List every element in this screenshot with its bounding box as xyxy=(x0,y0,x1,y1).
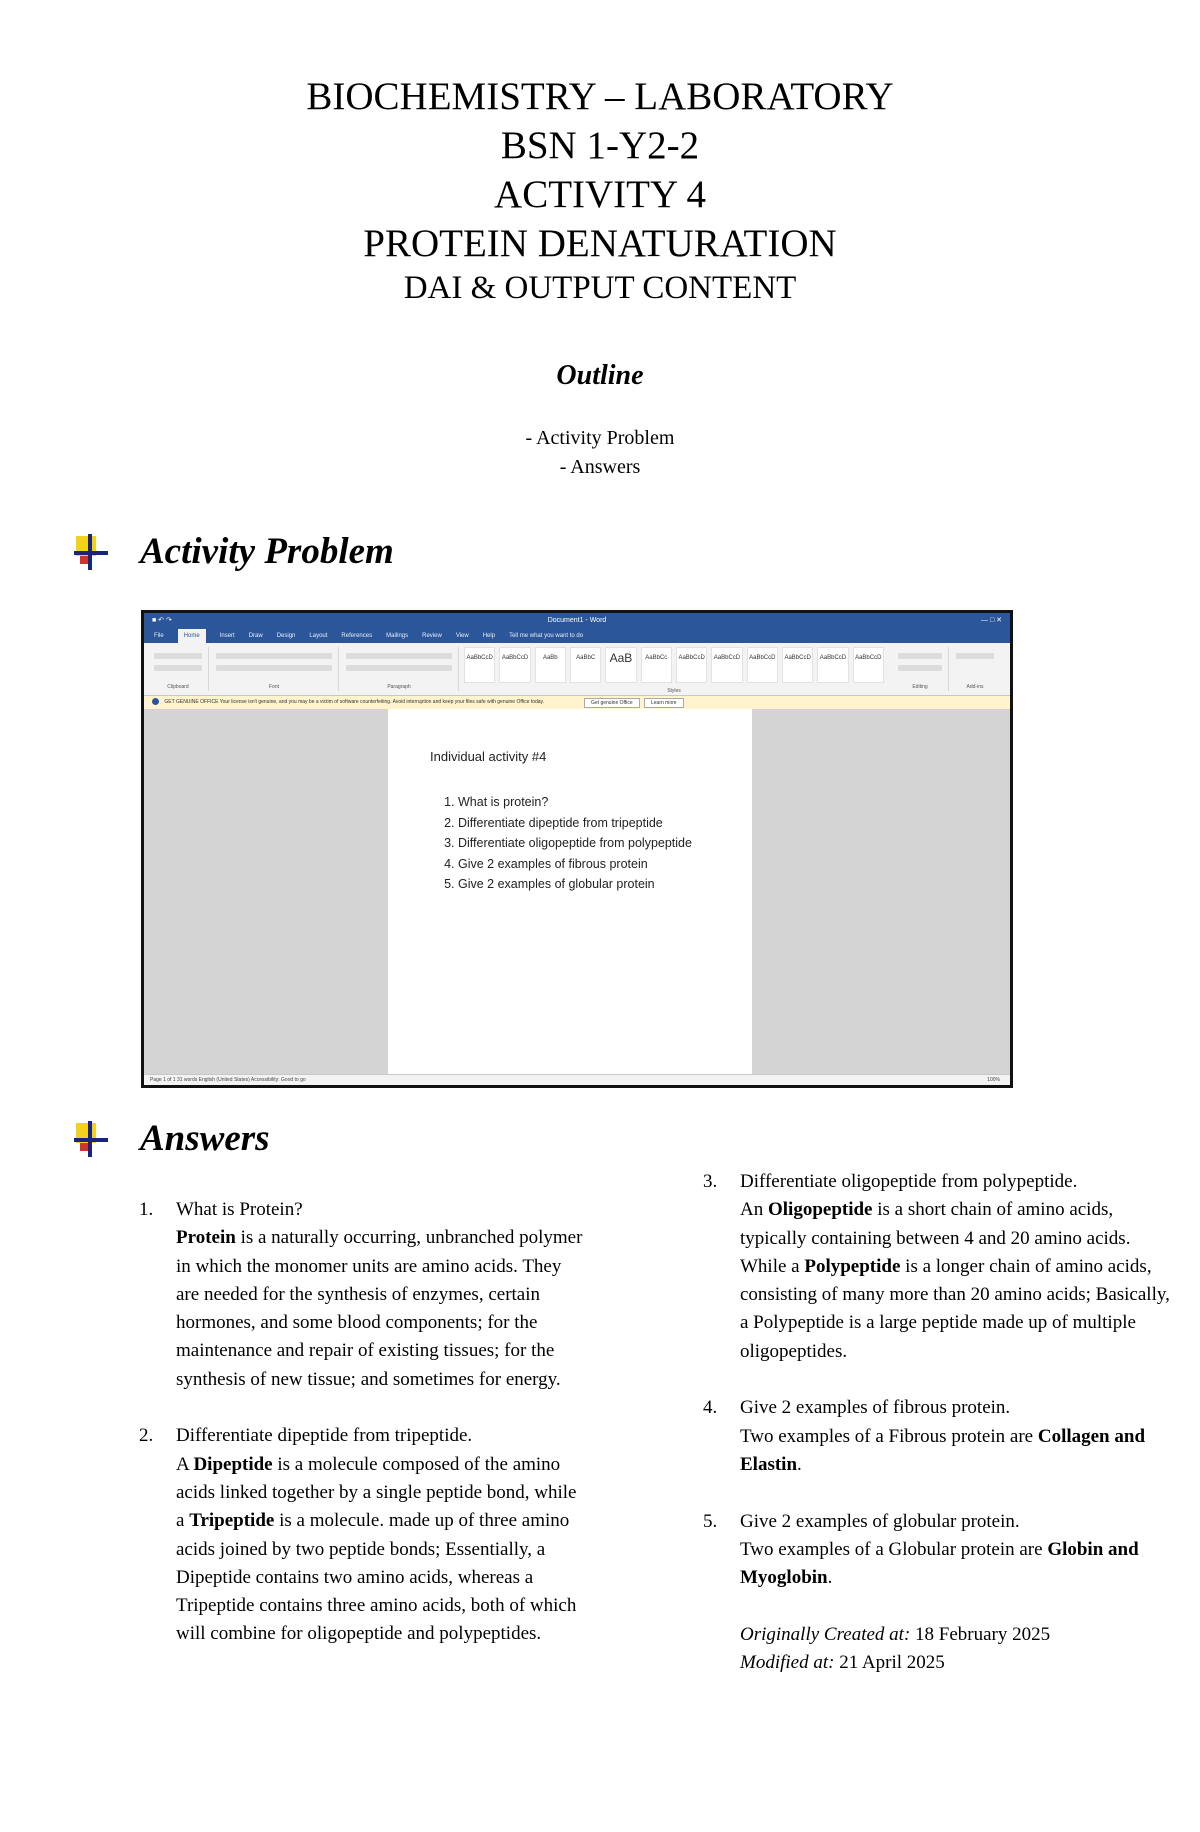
ribbon-group-editing: Editing xyxy=(892,647,949,691)
quick-access-icons: ■ ↶ ↷ xyxy=(152,617,172,624)
doc-question: 3. Differentiate oligopeptide from polypeptide xyxy=(458,833,738,854)
styles-label: Styles xyxy=(667,688,681,694)
ribbon-group-paragraph: Paragraph xyxy=(340,647,459,691)
doc-title: Individual activity #4 xyxy=(430,749,547,764)
answer-question: Differentiate dipeptide from tripeptide. xyxy=(176,1425,473,1447)
ribbon xyxy=(144,643,1010,696)
tab-design: Design xyxy=(276,633,296,639)
tab-mailings: Mailings xyxy=(386,633,409,639)
section-heading: Activity Problem xyxy=(140,531,394,572)
outline-title: Outline xyxy=(556,360,644,391)
word-screenshot xyxy=(141,610,1013,1088)
tab-layout: Layout xyxy=(309,633,328,639)
doc-question-list xyxy=(426,792,738,895)
created-date: Originally Created at: 18 February 2025 xyxy=(740,1623,1051,1645)
tab-review: Review xyxy=(422,633,442,639)
answer-body: Protein is a naturally occurring, unbranched polymer in which the monomer units are amino acids. They are needed for the synthesis of enzymes, certain hormones, and some blood components; for the maintenance and repair of existing tissues; for the synthesis of new tissue; and sometimes for energy. xyxy=(176,1227,583,1390)
answer-item: 1. What is Protein? Protein is a naturally occurring, unbranched polymer in which the monomer units are amino acids. They are needed for the synthesis of enzymes, certain hormones, and some blood components; for the maintenance and repair of existing tissues; for the synthesis of new tissue; and sometimes for energy. xyxy=(139,1196,589,1394)
answer-item: 2. Differentiate dipeptide from tripeptide. A Dipeptide is a molecule composed of the amino acids linked together by a single peptide bond, while a Tripeptide is a molecule. made up of three amino acids joined by two peptide bonds; Essentially, a Dipeptide contains two amino acids, whereas a Tripeptide contains three amino acids, both of which will combine for oligopeptide and polypeptides. xyxy=(139,1422,589,1648)
section-code: BSN 1-Y2-2 xyxy=(500,124,700,167)
answers-right-column xyxy=(703,1168,1173,1677)
outline-list xyxy=(0,424,1200,482)
content-type: DAI & OUTPUT CONTENT xyxy=(403,270,797,306)
answer-body: Two examples of a Fibrous protein are Collagen and Elastin. xyxy=(740,1425,1146,1475)
section-answers xyxy=(72,1117,270,1160)
answer-question: What is Protein? xyxy=(176,1199,303,1220)
tab-insert: Insert xyxy=(219,633,235,639)
doc-question: 4. Give 2 examples of fibrous protein xyxy=(458,854,738,875)
word-title-bar xyxy=(144,613,1010,629)
outline-item: - Answers xyxy=(559,456,641,478)
document-dates xyxy=(703,1621,1173,1678)
course-title: BIOCHEMISTRY – LABORATORY xyxy=(306,75,894,118)
answer-question: Give 2 examples of globular protein. xyxy=(740,1510,1020,1532)
tab-home: Home xyxy=(178,629,206,643)
answer-item: 5. Give 2 examples of globular protein. Two examples of a Globular protein are Globin and Myoglobin. xyxy=(703,1508,1173,1593)
cross-bullet-icon xyxy=(72,1119,112,1159)
word-document-page xyxy=(388,709,752,1077)
doc-question: 2. Differentiate dipeptide from tripeptide xyxy=(458,813,738,834)
tab-draw: Draw xyxy=(248,633,263,639)
learn-more-button: Learn more xyxy=(644,698,684,708)
styles-gallery: AaBbCcD AaBbCcD AaBb AaBbC AaB AaBbCc AaBbCcD AaBbCcD AaBbCcD AaBbCcD AaBbCcD AaBbCcD xyxy=(464,647,884,683)
modified-date: Modified at: 21 April 2025 xyxy=(740,1652,945,1674)
ribbon-group-font: Font xyxy=(210,647,339,691)
answer-body: Two examples of a Globular protein are Globin and Myoglobin. xyxy=(740,1538,1139,1589)
answer-body: An Oligopeptide is a short chain of amino acids, typically containing between 4 and 20 amino acids. While a Polypeptide is a longer chain of amino acids, consisting of many more than 20 amino acids; Basically, a Polypeptide is a large peptide made up of multiple oligopeptides. xyxy=(740,1199,1170,1362)
ribbon-group-addins: Add-ins xyxy=(950,647,1000,691)
answers-left-column xyxy=(139,1196,589,1677)
doc-question: 1. What is protein? xyxy=(458,792,738,813)
word-status-bar xyxy=(144,1074,1010,1085)
cross-bullet-icon xyxy=(72,532,112,572)
info-icon xyxy=(152,698,159,705)
tab-help: Help xyxy=(482,633,496,639)
ribbon-tabs xyxy=(144,629,1010,643)
answer-question: Differentiate oligopeptide from polypeptide. xyxy=(740,1171,1078,1192)
window-title: Document1 - Word xyxy=(547,617,607,624)
status-left: Page 1 of 1 31 words English (United States) Accessibility: Good to go xyxy=(150,1077,306,1083)
doc-question: 5. Give 2 examples of globular protein xyxy=(458,874,738,895)
answer-question: Give 2 examples of fibrous protein. xyxy=(740,1397,1011,1419)
section-activity-problem xyxy=(72,530,394,573)
genuine-office-bar xyxy=(144,696,1010,710)
tab-file: File xyxy=(154,633,164,639)
window-controls-icon: — □ ✕ xyxy=(981,617,1002,624)
tab-view: View xyxy=(455,633,469,639)
get-genuine-button: Get genuine Office xyxy=(584,698,640,708)
activity-topic: PROTEIN DENATURATION xyxy=(363,222,837,265)
tell-me-search: Tell me what you want to do xyxy=(509,633,584,639)
answer-item: 4. Give 2 examples of fibrous protein. Two examples of a Fibrous protein are Collagen and Elastin. xyxy=(703,1394,1173,1479)
ribbon-group-clipboard: Clipboard xyxy=(148,647,209,691)
tab-references: References xyxy=(341,633,373,639)
title-block xyxy=(0,72,1200,308)
activity-number: ACTIVITY 4 xyxy=(494,173,706,216)
answer-body: A Dipeptide is a molecule composed of the amino acids linked together by a single peptide bond, while a Tripeptide is a molecule. made up of three amino acids joined by two peptide bonds; Essentially, a Dipeptide contains two amino acids, whereas a Tripeptide contains three amino acids, both of which will combine for oligopeptide and polypeptides. xyxy=(176,1453,577,1645)
info-message: GET GENUINE OFFICE Your license isn't genuine, and you may be a victim of software counterfeiting. Avoid interruption and keep your files safe with genuine Office today. xyxy=(164,699,545,705)
zoom-level: 100% xyxy=(987,1077,1000,1083)
outline-item: - Activity Problem xyxy=(525,427,675,449)
answer-item: 3. Differentiate oligopeptide from polypeptide. An Oligopeptide is a short chain of amino acids, typically containing between 4 and 20 amino acids. While a Polypeptide is a longer chain of amino acids, consisting of many more than 20 amino acids; Basically, a Polypeptide is a large peptide made up of multiple oligopeptides. xyxy=(703,1168,1173,1366)
section-heading: Answers xyxy=(140,1118,270,1159)
